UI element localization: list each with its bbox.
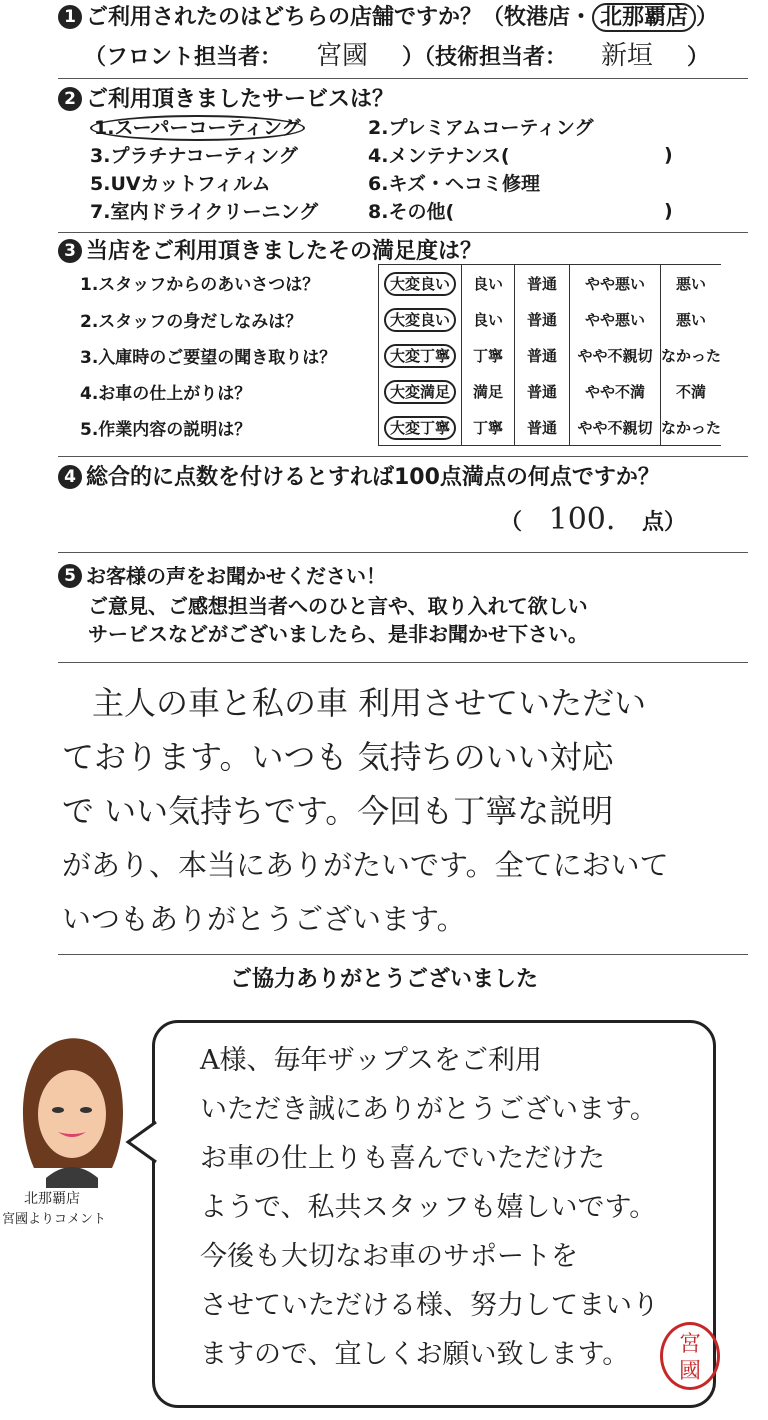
service-1: 1.スーパーコーティング [90, 115, 305, 141]
rating-option [570, 337, 661, 373]
staff-portrait-illustration [6, 1028, 136, 1188]
q4-answer [500, 502, 687, 537]
rating-option [661, 337, 722, 373]
staff-reply [200, 1036, 720, 1379]
comment-line: ております。いつも 気持ちのいい対応 [62, 738, 614, 776]
rating-label: 丁寧 [472, 346, 503, 365]
q2-line [58, 86, 394, 114]
customer-comment [62, 676, 752, 946]
q2-question: ご利用頂きましたサービスは？ [86, 87, 395, 112]
rating-option [570, 373, 661, 409]
satisfaction-question: 5.作業内容の説明は？ [80, 419, 252, 440]
rating-label: 普通 [526, 346, 557, 365]
rating-label: 普通 [526, 418, 557, 437]
service-6: 6.キズ・ヘコミ修理 [368, 173, 541, 195]
rating-label: なかった [661, 418, 722, 437]
service-4-close: ) [664, 144, 673, 166]
tech-label: （技術担当者： [424, 45, 568, 70]
satisfaction-question: 1.スタッフからのあいさつは？ [80, 275, 320, 296]
q5-line2: ご意見、ご感想担当者へのひと言や、取り入れて欲しい [88, 594, 588, 618]
q1-line [58, 4, 718, 32]
satisfaction-question: 3.入庫時のご要望の聞き取りは？ [80, 347, 337, 368]
satisfaction-question: 4.お車の仕上がりは？ [80, 383, 252, 404]
q3-line [58, 238, 482, 266]
rating-label: やや不満 [584, 382, 645, 401]
service-7: 7.室内ドライクリーニング [90, 201, 319, 223]
selected-rating: 大変良い [384, 308, 456, 332]
reply-line: A様、毎年ザップスをご利用 [200, 1045, 542, 1076]
thanks-message: ご協力ありがとうございました [229, 967, 538, 992]
comment-line: 主人の車と私の車 利用させていただい [92, 684, 647, 722]
q5-question: お客様の声をお聞かせください！ [86, 564, 386, 588]
rating-option [570, 409, 661, 446]
q5-number: 5 [58, 564, 82, 588]
front-value: 宮國 [316, 41, 369, 71]
rating-option [515, 409, 570, 446]
reply-line: いただき誠にありがとうございます。 [200, 1094, 657, 1125]
satisfaction-row [80, 409, 721, 446]
satisfaction-row [80, 373, 721, 409]
rating-option [379, 301, 462, 337]
rating-label: 良い [472, 274, 503, 293]
rating-option [462, 265, 515, 302]
rating-option [515, 337, 570, 373]
staff-store: 北那覇店 [24, 1191, 80, 1207]
selected-rating: 大変満足 [384, 380, 456, 404]
rating-label: 良い [472, 310, 503, 329]
rating-label: なかった [661, 346, 722, 365]
rating-label: 悪い [676, 274, 707, 293]
rating-label: やや悪い [584, 310, 645, 329]
rating-label: やや悪い [584, 274, 645, 293]
rating-label: やや不親切 [577, 346, 653, 365]
rating-label: 普通 [526, 274, 557, 293]
rating-option [570, 301, 661, 337]
selected-rating: 大変丁寧 [384, 344, 456, 368]
divider [58, 232, 748, 233]
divider [58, 552, 748, 553]
staff-caption: 宮國よりコメント [2, 1212, 107, 1227]
service-8: 8.その他( [368, 201, 455, 223]
q2-number: 2 [58, 87, 82, 111]
rating-label: 丁寧 [472, 418, 503, 437]
divider [58, 662, 748, 663]
q4-number: 4 [58, 465, 82, 489]
satisfaction-table [80, 264, 721, 446]
rating-option [462, 409, 515, 446]
rating-option [379, 373, 462, 409]
rating-label: やや不親切 [577, 418, 653, 437]
rating-option [379, 409, 462, 446]
rating-option [462, 337, 515, 373]
rating-label: 普通 [526, 310, 557, 329]
service-3: 3.プラチナコーティング [90, 145, 298, 167]
divider [58, 78, 748, 79]
service-4: 4.メンテナンス( [368, 145, 510, 167]
rating-option [661, 301, 722, 337]
satisfaction-question: 2.スタッフの身だしなみは？ [80, 311, 303, 332]
reply-line: ようで、私共スタッフも嬉しいです。 [200, 1192, 657, 1223]
q3-number: 3 [58, 239, 82, 263]
comment-line: があり、本当にありがたいです。全てにおいて [62, 848, 669, 882]
service-8-close: ) [664, 200, 673, 222]
satisfaction-row [80, 265, 721, 302]
q1-number: 1 [58, 5, 82, 29]
q4-question: 総合的に点数を付けるとすれば100点満点の何点ですか？ [86, 465, 660, 490]
reply-line: ますので、宜しくお願い致します。 [200, 1339, 630, 1370]
q1-staff-line [84, 42, 709, 72]
rating-option [515, 265, 570, 302]
divider [58, 954, 748, 955]
rating-option [379, 337, 462, 373]
rating-label: 悪い [676, 310, 707, 329]
q1-selected-store: 北那覇店 [592, 3, 696, 32]
q5-line [58, 562, 386, 591]
front-label: （フロント担当者： [84, 45, 283, 70]
stamp-top: 宮 [678, 1332, 701, 1357]
reply-line: させていただける様、努力してまいり [200, 1290, 659, 1321]
rating-option [462, 301, 515, 337]
rating-option [661, 409, 722, 446]
q1-question: ご利用されたのはどちらの店舗ですか？ [86, 5, 483, 30]
q4-unit: 点） [642, 510, 687, 535]
q1-stores-suffix: ） [696, 5, 719, 30]
selected-rating: 大変丁寧 [384, 416, 456, 440]
q4-line [58, 464, 660, 492]
rating-label: 不満 [676, 382, 707, 401]
q5-line3: サービスなどがございましたら、是非お聞かせ下さい。 [88, 622, 588, 646]
satisfaction-row [80, 337, 721, 373]
rating-option [462, 373, 515, 409]
reply-line: 今後も大切なお車のサポートを [200, 1241, 578, 1272]
rating-option [661, 373, 722, 409]
rating-option [570, 265, 661, 302]
rating-label: 普通 [526, 382, 557, 401]
tech-close: ） [687, 45, 710, 70]
comment-line: いつもありがとうございます。 [62, 902, 466, 936]
satisfaction-row [80, 301, 721, 337]
rating-option [379, 265, 462, 302]
q1-stores-prefix: （牧港店・ [482, 5, 593, 30]
divider [58, 456, 748, 457]
seal-stamp [660, 1322, 720, 1390]
q3-question: 当店をご利用頂きましたその満足度は？ [86, 239, 483, 264]
stamp-bottom: 國 [678, 1359, 701, 1384]
rating-option [515, 373, 570, 409]
bubble-tail [124, 1120, 158, 1164]
service-2: 2.プレミアムコーティング [368, 117, 594, 139]
q4-open: （ [500, 510, 523, 535]
q4-score: 100. [548, 502, 616, 537]
rating-option [515, 301, 570, 337]
selected-rating: 大変良い [384, 272, 456, 296]
rating-label: 満足 [472, 382, 503, 401]
tech-value: 新垣 [601, 41, 654, 71]
rating-option [661, 265, 722, 302]
service-item [90, 116, 305, 140]
comment-line: で いい気持ちです。今回も丁寧な説明 [62, 792, 614, 830]
service-5: 5.UVカットフィルム [90, 173, 271, 195]
front-close: ） [402, 45, 425, 70]
reply-line: お車の仕上りも喜んでいただけた [200, 1143, 605, 1174]
